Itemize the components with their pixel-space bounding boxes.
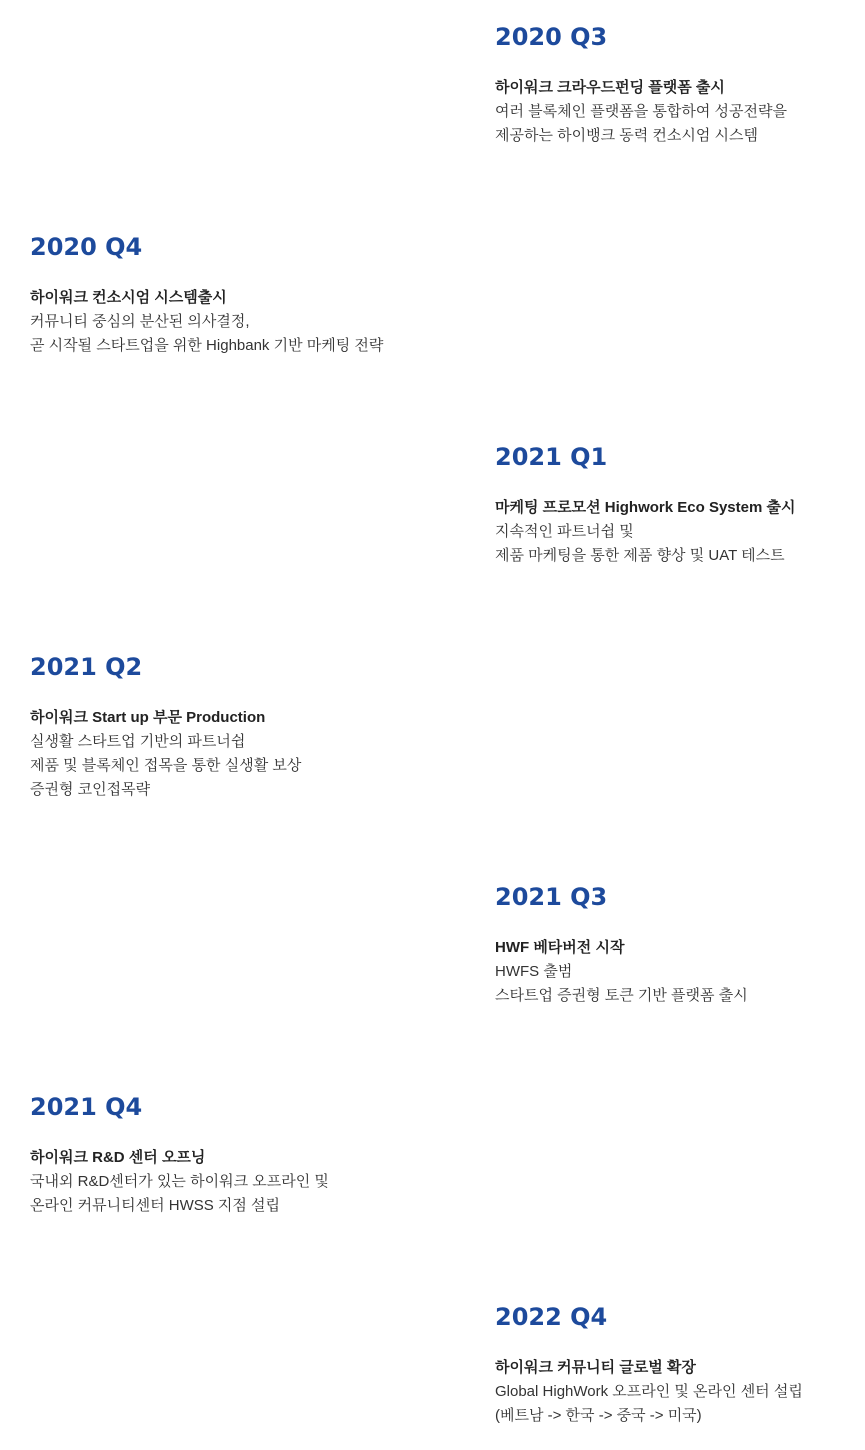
milestone-title: 하이워크 컨소시엄 시스템출시 <box>30 289 227 306</box>
milestone-description-line: 실생활 스타트업 기반의 파트너쉽 <box>30 733 246 750</box>
milestone-description-line: Global HighWork 오프라인 및 온라인 센터 설립 <box>495 1383 803 1400</box>
milestone-2021-q1 <box>495 442 865 568</box>
milestone-2021-q2 <box>30 652 450 802</box>
milestone-quarter: 2020 Q3 <box>495 23 608 51</box>
milestone-title: HWF 베타버전 시작 <box>495 939 625 956</box>
milestone-description-line: (베트남 -> 한국 -> 중국 -> 미국) <box>495 1407 702 1424</box>
milestone-2022-q4 <box>495 1302 865 1428</box>
milestone-description-line: 제품 마케팅을 통한 제품 향상 및 UAT 테스트 <box>495 547 785 564</box>
milestone-2020-q3 <box>495 22 865 148</box>
milestone-2021-q3 <box>495 882 865 1008</box>
milestone-title: 하이워크 R&D 센터 오프닝 <box>30 1149 206 1166</box>
milestone-description-line: 증권형 코인접목략 <box>30 781 151 798</box>
milestone-quarter: 2021 Q2 <box>30 653 143 681</box>
milestone-description-line: HWFS 출범 <box>495 963 573 980</box>
milestone-description-line: 여러 블록체인 플랫폼을 통합하여 성공전략을 <box>495 103 787 120</box>
milestone-quarter: 2022 Q4 <box>495 1303 608 1331</box>
milestone-title: 하이워크 Start up 부문 Production <box>30 709 266 726</box>
milestone-description-line: 지속적인 파트너쉽 및 <box>495 523 634 540</box>
milestone-description-line: 제공하는 하이뱅크 동력 컨소시엄 시스템 <box>495 127 759 144</box>
milestone-title: 하이워크 커뮤니티 글로벌 확장 <box>495 1359 696 1376</box>
milestone-2020-q4 <box>30 232 450 358</box>
milestone-title: 하이워크 크라우드펀딩 플랫폼 출시 <box>495 79 725 96</box>
milestone-description-line: 온라인 커뮤니티센터 HWSS 지점 설립 <box>30 1197 281 1214</box>
milestone-title: 마케팅 프로모션 Highwork Eco System 출시 <box>495 499 796 516</box>
milestone-quarter: 2021 Q1 <box>495 443 608 471</box>
milestone-description-line: 제품 및 블록체인 접목을 통한 실생활 보상 <box>30 757 302 774</box>
milestone-description-line: 국내외 R&D센터가 있는 하이워크 오프라인 및 <box>30 1173 329 1190</box>
milestone-2021-q4 <box>30 1092 450 1218</box>
milestone-description-line: 커뮤니티 중심의 분산된 의사결정, <box>30 313 250 330</box>
milestone-quarter: 2021 Q3 <box>495 883 608 911</box>
milestone-quarter: 2020 Q4 <box>30 233 143 261</box>
milestone-description-line: 곧 시작될 스타트업을 위한 Highbank 기반 마케팅 전략 <box>30 337 384 354</box>
milestone-description-line: 스타트업 증권형 토큰 기반 플랫폼 출시 <box>495 987 748 1004</box>
milestone-quarter: 2021 Q4 <box>30 1093 143 1121</box>
